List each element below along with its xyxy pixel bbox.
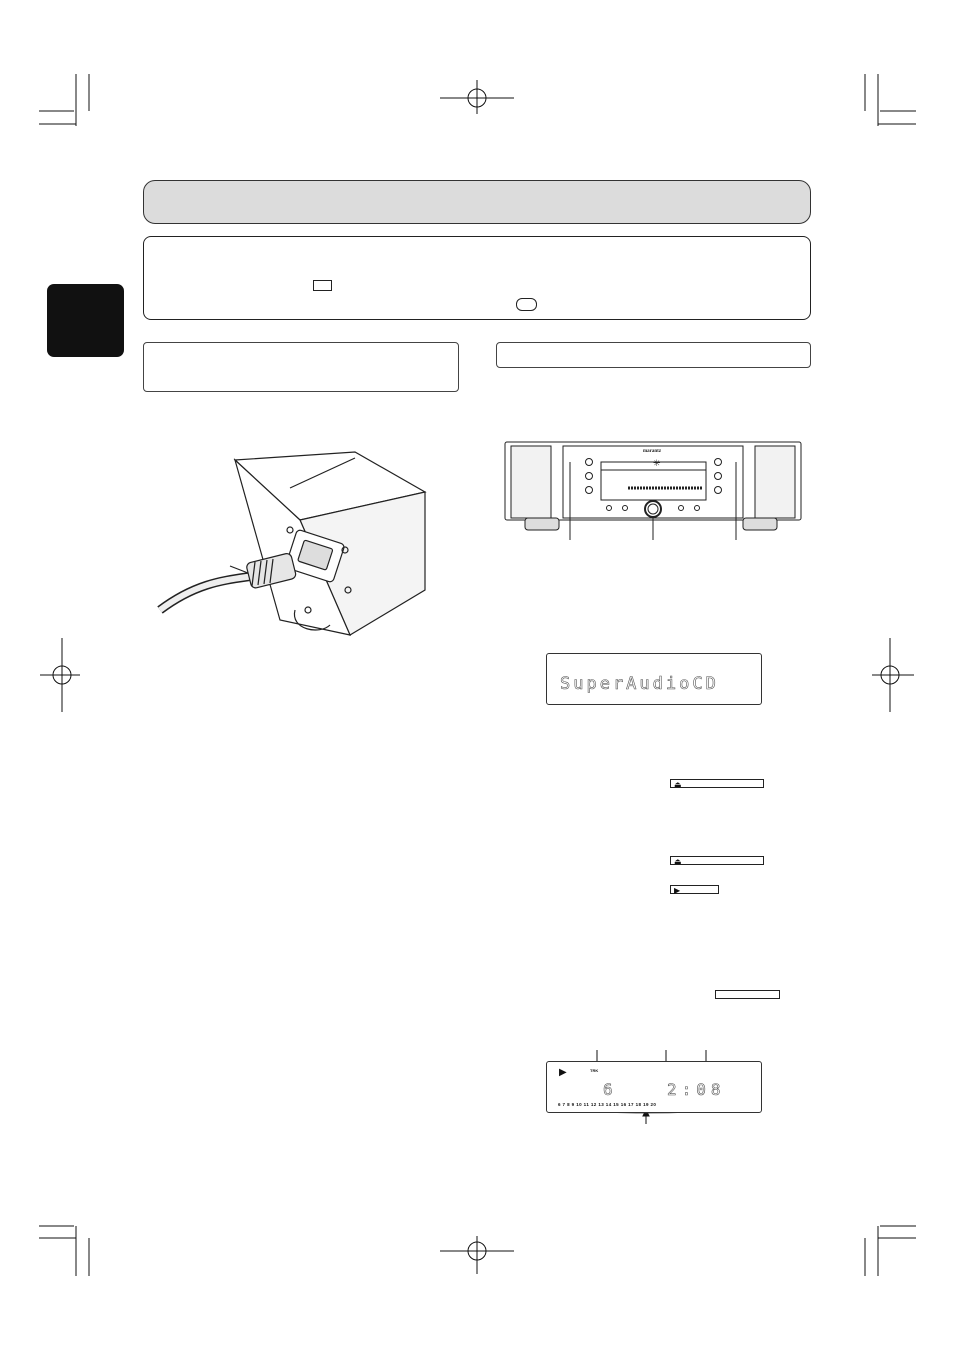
playback-display xyxy=(546,1061,762,1113)
svg-text:marantz: marantz xyxy=(643,449,662,454)
svg-text:✳: ✳ xyxy=(653,458,661,468)
eject-icon: ⏏ xyxy=(674,780,682,789)
track-label: TRK xyxy=(590,1068,599,1073)
play-indicator: ▶ xyxy=(559,1067,567,1078)
elapsed-time: 2:08 xyxy=(667,1080,726,1099)
track-calendar: 6 7 8 9 10 11 12 13 14 15 16 17 18 19 20 xyxy=(558,1102,657,1107)
track-number: 6 xyxy=(603,1080,613,1099)
eject-icon: ⏏ xyxy=(674,857,682,866)
lcd-message: SuperAudioCD xyxy=(560,674,719,694)
play-icon: ▶ xyxy=(674,886,681,895)
